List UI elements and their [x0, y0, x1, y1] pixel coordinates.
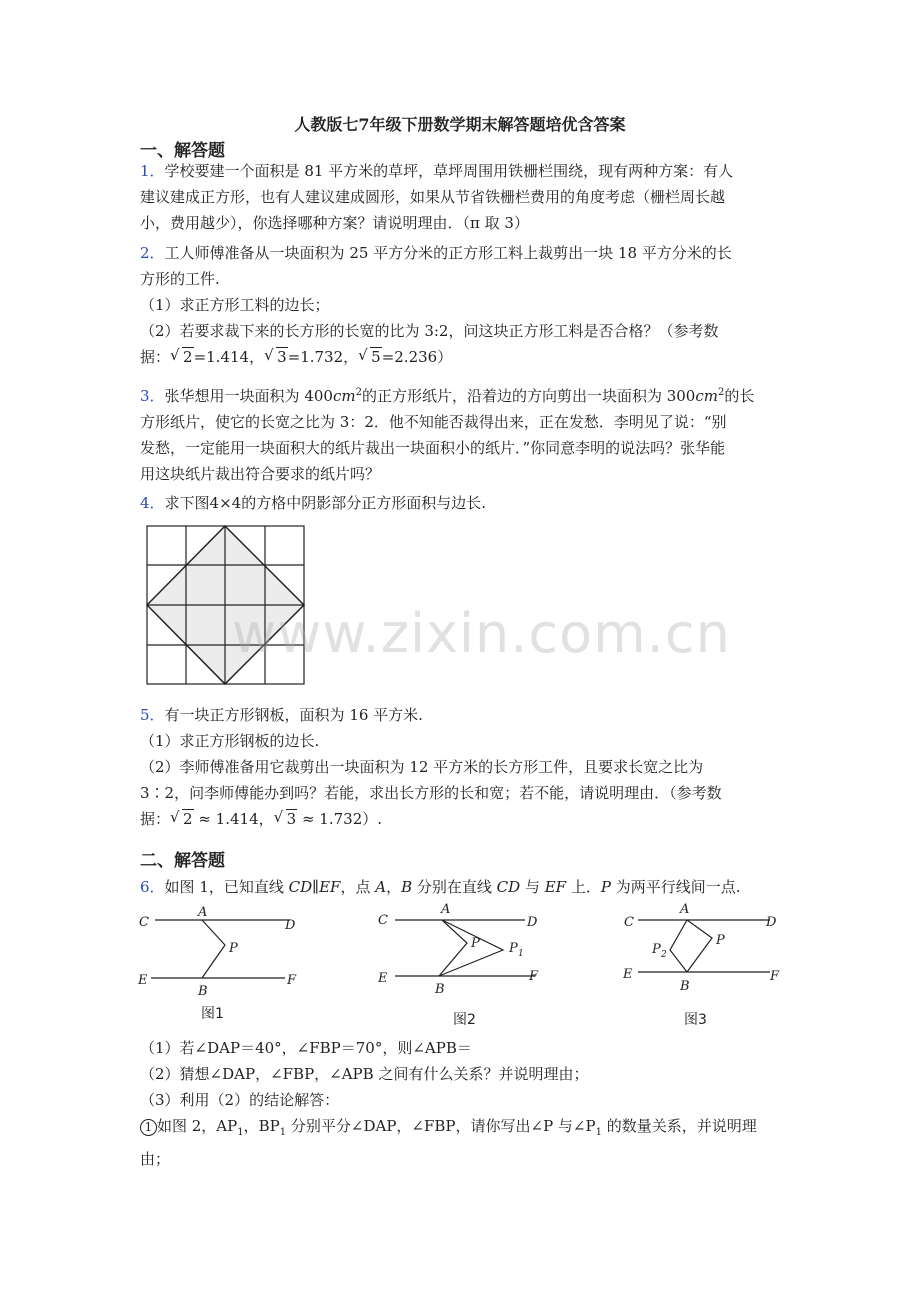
figure-3-caption: 图3 [684, 1012, 707, 1028]
svg-text:D: D [285, 918, 296, 933]
svg-text:C: C [378, 913, 388, 928]
svg-text:A: A [198, 905, 208, 920]
svg-text:B: B [435, 982, 445, 997]
svg-text:B: B [680, 979, 690, 994]
svg-text:F: F [529, 969, 539, 984]
svg-text:P: P [471, 936, 480, 951]
figure-2-caption: 图2 [453, 1012, 476, 1028]
sqrt-symbol: √ 3 [273, 808, 297, 828]
svg-text:D: D [527, 915, 538, 930]
sqrt-symbol: √ 2 [170, 346, 193, 366]
svg-text:1: 1 [518, 949, 524, 959]
svg-text:A: A [441, 902, 451, 917]
question-3: 3．张华想用一块面积为 $400cm^2$的正方形纸片，沿着边的方向剪出一块面积为 $300cm^2$的长 方形纸片，使它的长宽之比为 3：2．他不知能否裁得出来，正在发愁．李明见了说：“别 发愁，一定能用一块面积大的纸片裁出一块面积小的纸片．”你同意李明的说法吗？张华能 用这块纸片裁出符合要求的纸片吗？ [140, 387, 755, 483]
question-number: 2． [140, 244, 165, 262]
svg-text:2: 2 [661, 950, 667, 960]
question-number: 1． [140, 162, 165, 180]
reference-values: 据： √ 2 ≈ 1.414， √ 3 ≈ 1.732）. [140, 806, 790, 832]
sqrt-symbol: √ 3 [264, 346, 287, 366]
question-2: 2．工人师傅准备从一块面积为 25 平方分米的正方形工料上裁剪出一块 18 平方分米的长 方形的工件. （1）求正方形工料的边长； （2）若要求裁下来的长方形的长宽的比为 3:2，问这块正方形工料是否合格？（参考数 据： √ 2=1.414， √ 3=1.732， √ 5=2.236） [140, 240, 790, 370]
svg-text:F: F [770, 969, 780, 984]
sqrt-symbol: √ 2 [170, 808, 193, 828]
page-title: 人教版七7年级下册数学期末解答题培优含答案 [294, 115, 626, 134]
svg-text:P: P [652, 942, 661, 957]
section-heading-1: 一、解答题 [140, 141, 225, 161]
svg-text:E: E [138, 973, 148, 988]
circled-number: 1 [140, 1119, 157, 1136]
figure-2 [375, 898, 550, 998]
watermark: www.zixin.com.cn [232, 602, 731, 665]
question-4: 4．求下图4×4的方格中阴影部分正方形面积与边长. [140, 494, 486, 512]
question-5: 5．有一块正方形钢板，面积为 16 平方米. （1）求正方形钢板的边长. （2）李师傅准备用它裁剪出一块面积为 12 平方米的长方形工件，且要求长宽之比为 3∶2，问李师傅能办到吗？若能，求出长方形的长和宽；若不能，请说明理由．（参考数 据： √ 2 ≈ 1.414， √ 3 ≈ 1.732）. [140, 702, 790, 832]
svg-text:C: C [139, 915, 149, 930]
question-6: 6．如图 1，已知直线 CD∥EF，点 A，B 分别在直线 CD 与 EF 上．P 为两平行线间一点. [140, 878, 741, 896]
svg-text:A: A [680, 902, 690, 917]
svg-text:B: B [198, 984, 208, 999]
question-number: 6． [140, 878, 165, 896]
figure-1-caption: 图1 [201, 1006, 224, 1022]
question-1: 1．学校要建一个面积是 81 平方米的草坪，草坪周围用铁栅栏围绕，现有两种方案：有人 建议建成正方形，也有人建议建成圆形，如果从节省铁栅栏费用的角度考虑（栅栏周长越 小，费用越少），你选择哪种方案？请说明理由．（π 取 3） [140, 162, 734, 232]
figure-1 [135, 900, 305, 1000]
svg-text:C: C [624, 915, 634, 930]
question-6-parts: （1）若∠DAP＝40°，∠FBP＝70°，则∠APB＝ （2）猜想∠DAP，∠FBP，∠APB 之间有什么关系？并说明理由； （3）利用（2）的结论解答： 1 如图 2，$AP_1$，$BP_1$ 分别平分∠DAP，∠FBP，请你写出∠P 与$\angle P_1$ 的数量关系，并说明理 由； [140, 1039, 757, 1168]
svg-text:P: P [716, 933, 725, 948]
figure-3 [620, 898, 785, 998]
svg-text:E: E [378, 971, 388, 986]
question-number: 3． [140, 387, 165, 405]
section-heading-2: 二、解答题 [140, 851, 225, 871]
svg-text:P: P [509, 941, 518, 956]
svg-text:F: F [287, 973, 297, 988]
question-number: 5． [140, 706, 165, 724]
svg-text:D: D [766, 915, 777, 930]
reference-values: 据： √ 2=1.414， √ 3=1.732， √ 5=2.236） [140, 344, 790, 370]
svg-text:E: E [623, 967, 633, 982]
question-number: 4． [140, 494, 165, 512]
sqrt-symbol: √ 5 [358, 346, 381, 366]
svg-text:P: P [229, 941, 238, 956]
